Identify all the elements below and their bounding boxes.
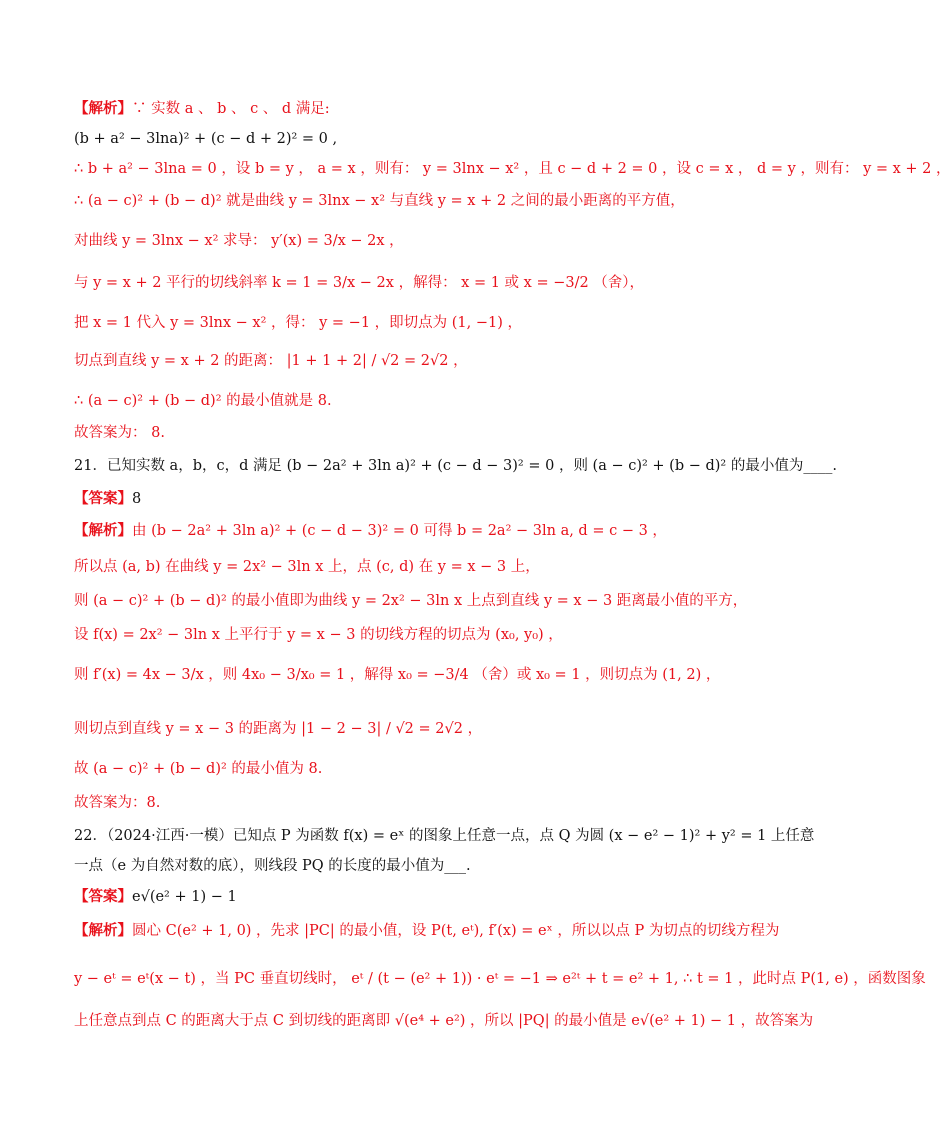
analysis-tag: 【解析】 xyxy=(74,922,132,939)
analysis-22-line-3: 上任意点到点 C 的距离大于点 C 到切线的距离即 √(e⁴ + e²) ，所以 |PQ| 的最小值是 e√(e² + 1) − 1 ，故答案为 xyxy=(74,1013,814,1029)
analysis-line-4: ∴ (a − c)² + (b − d)² 就是曲线 y = 3lnx − x² 与直线 y = x + 2 之间的最小距离的平方值， xyxy=(74,193,685,209)
analysis-21-line-2: 所以点 (a, b) 在曲线 y = 2x² − 3ln x 上，点 (c, d) 在 y = x − 3 上， xyxy=(74,559,540,575)
question-22-line-1: 22．（2024·江西·一模）已知点 P 为函数 f(x) = eˣ 的图象上任意一点，点 Q 为圆 (x − e² − 1)² + y² = 1 上任意 xyxy=(74,828,815,844)
analysis-tag: 【解析】 xyxy=(74,522,132,539)
analysis-tag: 【解析】 xyxy=(74,100,132,117)
answer-22: 【答案】e√(e² + 1) − 1 xyxy=(74,888,237,905)
analysis-21-line-5: 则 f′(x) = 4x − 3/x ，则 4x₀ − 3/x₀ = 1 ，解得 x₀ = −3/4 （舍）或 x₀ = 1 ，则切点为 (1, 2) ， xyxy=(74,667,721,683)
analysis-22-line-1: 【解析】圆心 C(e² + 1, 0) ，先求 |PC| 的最小值，设 P(t, eᵗ), f′(x) = eˣ ，所以以点 P 为切点的切线方程为 xyxy=(74,922,780,939)
analysis-line-3: ∴ b + a² − 3lna = 0 ，设 b = y ， a = x ，则有： y = 3lnx − x² ，且 c − d + 2 = 0 ，设 c = x ， d = y ，则有： y = x + 2 ， xyxy=(74,161,951,177)
analysis-line-9: ∴ (a − c)² + (b − d)² 的最小值就是 8. xyxy=(74,393,332,409)
answer-21: 【答案】8 xyxy=(74,490,142,507)
analysis-line-8: 切点到直线 y = x + 2 的距离： |1 + 1 + 2| / √2 = 2√2 ， xyxy=(74,353,468,369)
condition-equation: (b + a² − 3lna)² + (c − d + 2)² = 0 , xyxy=(74,131,338,147)
analysis-line-5: 对曲线 y = 3lnx − x² 求导： y′(x) = 3/x − 2x ， xyxy=(74,233,404,249)
analysis-line-7: 把 x = 1 代入 y = 3lnx − x² ，得： y = −1 ，即切点为 (1, −1) ， xyxy=(74,315,523,331)
question-22-line-2: 一点（e 为自然对数的底），则线段 PQ 的长度的最小值为___. xyxy=(74,858,471,874)
answer-line-q21: 故答案为：8. xyxy=(74,795,161,811)
analysis-21-line-3: 则 (a − c)² + (b − d)² 的最小值即为曲线 y = 2x² − 3ln x 上点到直线 y = x − 3 距离最小值的平方， xyxy=(74,593,748,609)
answer-tag: 【答案】 xyxy=(74,888,132,905)
analysis-line-1: 【解析】∵ 实数 a 、 b 、 c 、 d 满足: xyxy=(74,100,330,117)
question-21: 21．已知实数 a，b，c，d 满足 (b − 2a² + 3ln a)² + (c − d − 3)² = 0 ，则 (a − c)² + (b − d)² 的最小值为____. xyxy=(74,458,837,474)
analysis-21-line-4: 设 f(x) = 2x² − 3ln x 上平行于 y = x − 3 的切线方程的切点为 (x₀, y₀) ， xyxy=(74,627,563,643)
analysis-21-line-1: 【解析】由 (b − 2a² + 3ln a)² + (c − d − 3)² = 0 可得 b = 2a² − 3ln a, d = c − 3 ， xyxy=(74,522,667,539)
analysis-line-6: 与 y = x + 2 平行的切线斜率 k = 1 = 3/x − 2x ，解得： x = 1 或 x = −3/2 （舍）， xyxy=(74,275,645,291)
answer-line-q20: 故答案为： 8. xyxy=(74,425,165,441)
analysis-21-line-6: 则切点到直线 y = x − 3 的距离为 |1 − 2 − 3| / √2 = 2√2 ， xyxy=(74,721,483,737)
answer-tag: 【答案】 xyxy=(74,490,132,507)
analysis-22-line-2: y − eᵗ = eᵗ(x − t) ，当 PC 垂直切线时， eᵗ / (t − (e² + 1)) · eᵗ = −1 ⇒ e²ᵗ + t = e² + 1, ∴ t = 1 ，此时点 P(1, e) ，函数图象 xyxy=(74,971,926,987)
analysis-21-line-7: 故 (a − c)² + (b − d)² 的最小值为 8. xyxy=(74,761,323,777)
